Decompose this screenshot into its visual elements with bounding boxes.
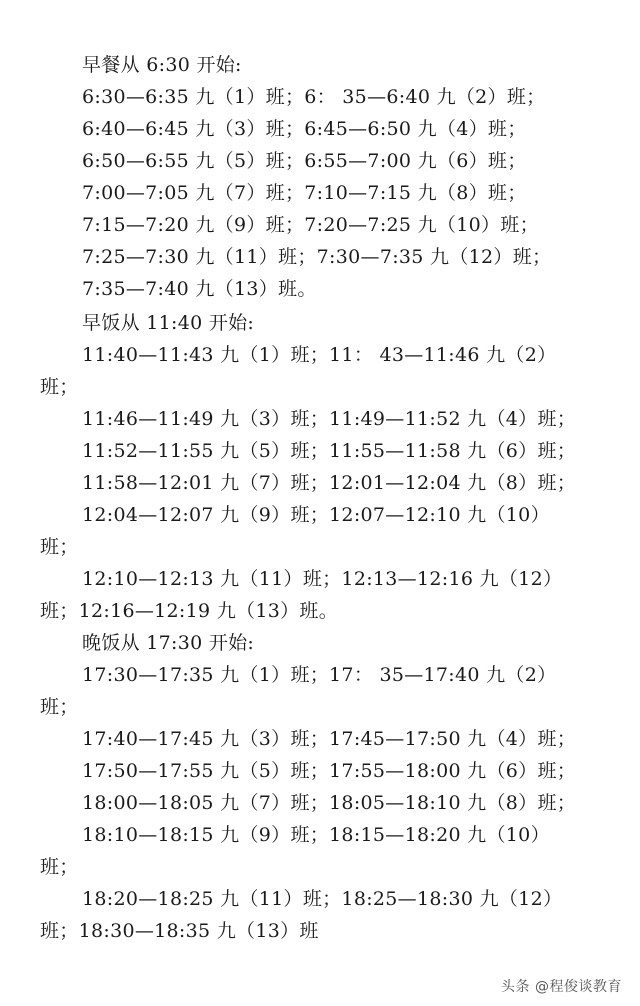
text-line: 18:20—18:25 九（11）班；18:25—18:30 九（12） bbox=[82, 888, 563, 910]
text-line: 11:46—11:49 九（3）班；11:49—11:52 九（4）班； bbox=[82, 408, 577, 430]
text-line: 班； bbox=[40, 856, 79, 878]
text-line: 12:04—12:07 九（9）班；12:07—12:10 九（10） bbox=[82, 504, 550, 526]
text-line: 12:10—12:13 九（11）班；12:13—12:16 九（12） bbox=[82, 568, 563, 590]
text-line: 班； bbox=[40, 536, 79, 558]
lunch-heading: 早饭从 11:40 开始: bbox=[82, 312, 255, 334]
text-line: 7:25—7:30 九（11）班；7:30—7:35 九（12）班； bbox=[82, 246, 552, 268]
breakfast-heading: 早餐从 6:30 开始: bbox=[82, 54, 242, 76]
text-line: 班； bbox=[40, 696, 79, 718]
text-line: 17:30—17:35 九（1）班；17： 35—17:40 九（2） bbox=[82, 664, 557, 686]
text-line: 17:50—17:55 九（5）班；17:55—18:00 九（6）班； bbox=[82, 760, 577, 782]
text-line: 11:58—12:01 九（7）班；12:01—12:04 九（8）班； bbox=[82, 472, 577, 494]
text-line: 11:40—11:43 九（1）班；11： 43—11:46 九（2） bbox=[82, 344, 557, 366]
text-line: 7:35—7:40 九（13）班。 bbox=[82, 278, 317, 300]
text-line: 6:40—6:45 九（3）班；6:45—6:50 九（4）班； bbox=[82, 118, 527, 140]
text-line: 班；18:30—18:35 九（13）班 bbox=[40, 920, 319, 942]
watermark-label: 头条 @程俊谈教育 bbox=[501, 979, 622, 995]
dinner-heading: 晚饭从 17:30 开始: bbox=[82, 632, 255, 654]
text-line: 17:40—17:45 九（3）班；17:45—17:50 九（4）班； bbox=[82, 728, 577, 750]
text-line: 18:00—18:05 九（7）班；18:05—18:10 九（8）班； bbox=[82, 792, 577, 814]
text-line: 7:00—7:05 九（7）班；7:10—7:15 九（8）班； bbox=[82, 182, 527, 204]
text-line: 11:52—11:55 九（5）班；11:55—11:58 九（6）班； bbox=[82, 440, 577, 462]
text-line: 7:15—7:20 九（9）班；7:20—7:25 九（10）班； bbox=[82, 214, 539, 236]
text-line: 18:10—18:15 九（9）班；18:15—18:20 九（10） bbox=[82, 824, 550, 846]
text-line: 班； bbox=[40, 376, 79, 398]
text-line: 6:50—6:55 九（5）班；6:55—7:00 九（6）班； bbox=[82, 150, 527, 172]
text-line: 班；12:16—12:19 九（13）班。 bbox=[40, 600, 339, 622]
text-line: 6:30—6:35 九（1）班；6： 35—6:40 九（2）班； bbox=[82, 86, 546, 108]
